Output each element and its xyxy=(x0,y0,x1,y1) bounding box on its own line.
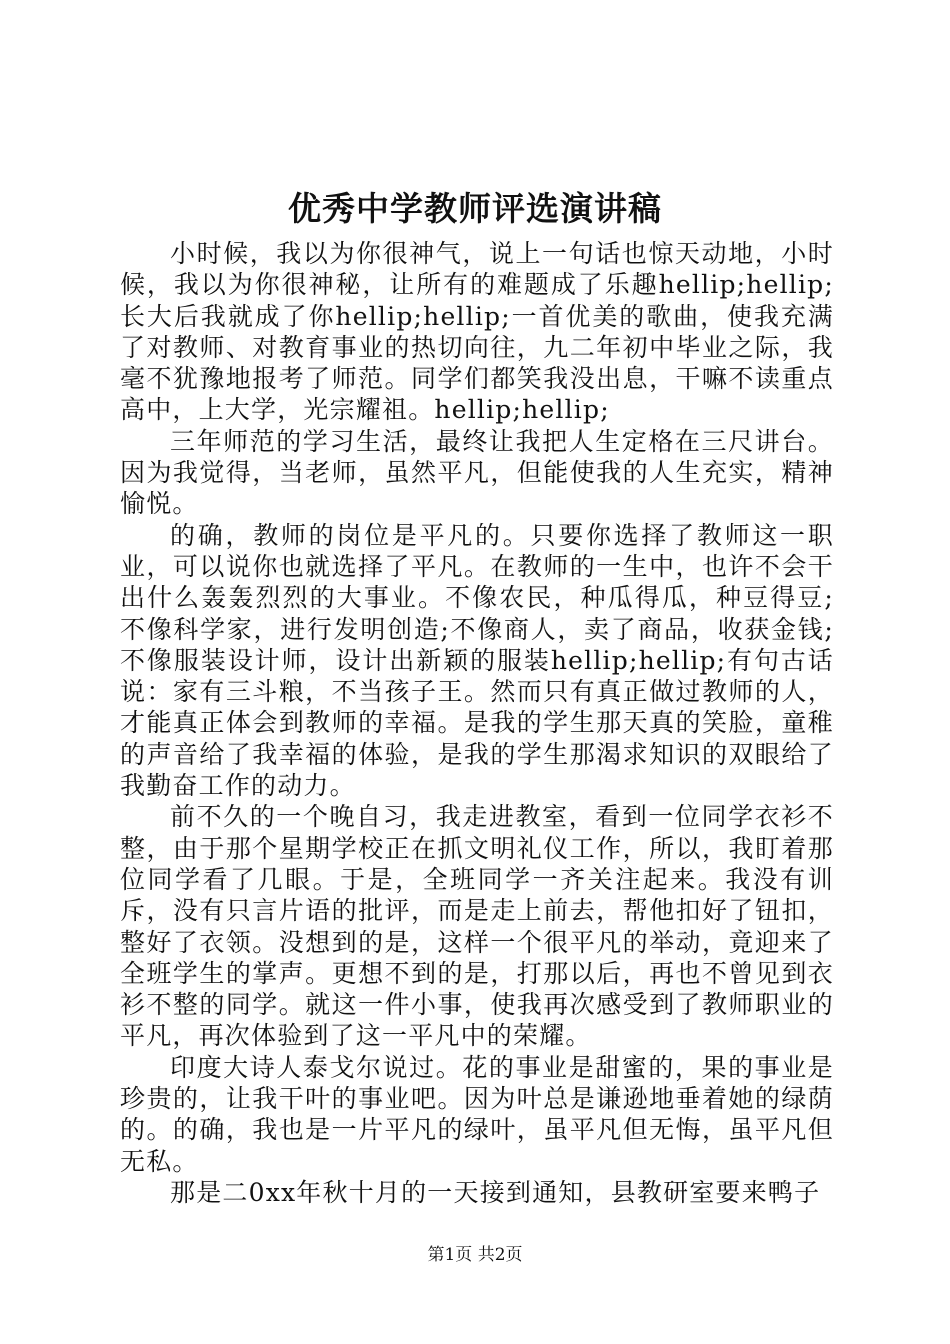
document-body xyxy=(120,238,834,1208)
document-title: 优秀中学教师评选演讲稿 xyxy=(288,189,662,228)
paragraph: 的确，教师的岗位是平凡的。只要你选择了教师这一职业，可以说你也就选择了平凡。在教师的一生中，也许不会干出什么轰轰烈烈的大事业。不像农民，种瓜得瓜，种豆得豆;不像科学家，进行发明创造;不像商人，卖了商品，收获金钱;不像服装设计师，设计出新颖的服装hellip;hellip;有句古话说：家有三斗粮，不当孩子王。然而只有真正做过教师的人，才能真正体会到教师的幸福。是我的学生那天真的笑脸，童稚的声音给了我幸福的体验，是我的学生那渴求知识的双眼给了我勤奋工作的动力。 xyxy=(120,520,834,801)
paragraph: 三年师范的学习生活，最终让我把人生定格在三尺讲台。因为我觉得，当老师，虽然平凡，但能使我的人生充实，精神愉悦。 xyxy=(120,426,834,519)
paragraph: 那是二0xx年秋十月的一天接到通知，县教研室要来鸭子 xyxy=(170,1177,821,1207)
page-number-footer: 第1页 共2页 xyxy=(427,1245,523,1265)
paragraph: 印度大诗人泰戈尔说过。花的事业是甜蜜的，果的事业是珍贵的，让我干叶的事业吧。因为叶总是谦逊地垂着她的绿荫的。的确，我也是一片平凡的绿叶，虽平凡但无悔，虽平凡但无私。 xyxy=(120,1052,834,1176)
paragraph: 小时候，我以为你很神气，说上一句话也惊天动地，小时候，我以为你很神秘，让所有的难题成了乐趣hellip;hellip;长大后我就成了你hellip;hellip;一首优美的歌曲，使我充满了对教师、对教育事业的热切向往，九二年初中毕业之际，我毫不犹豫地报考了师范。同学们都笑我没出息，干嘛不读重点高中，上大学，光宗耀祖。hellip;hellip; xyxy=(120,239,834,425)
paragraph: 前不久的一个晚自习，我走进教室，看到一位同学衣衫不整，由于那个星期学校正在抓文明礼仪工作，所以，我盯着那位同学看了几眼。于是，全班同学一齐关注起来。我没有训斥，没有只言片语的批评，而是走上前去，帮他扣好了钮扣，整好了衣领。没想到的是，这样一个很平凡的举动，竟迎来了全班学生的掌声。更想不到的是，打那以后，再也不曾见到衣衫不整的同学。就这一件小事，使我再次感受到了教师职业的平凡，再次体验到了这一平凡中的荣耀。 xyxy=(120,802,834,1051)
